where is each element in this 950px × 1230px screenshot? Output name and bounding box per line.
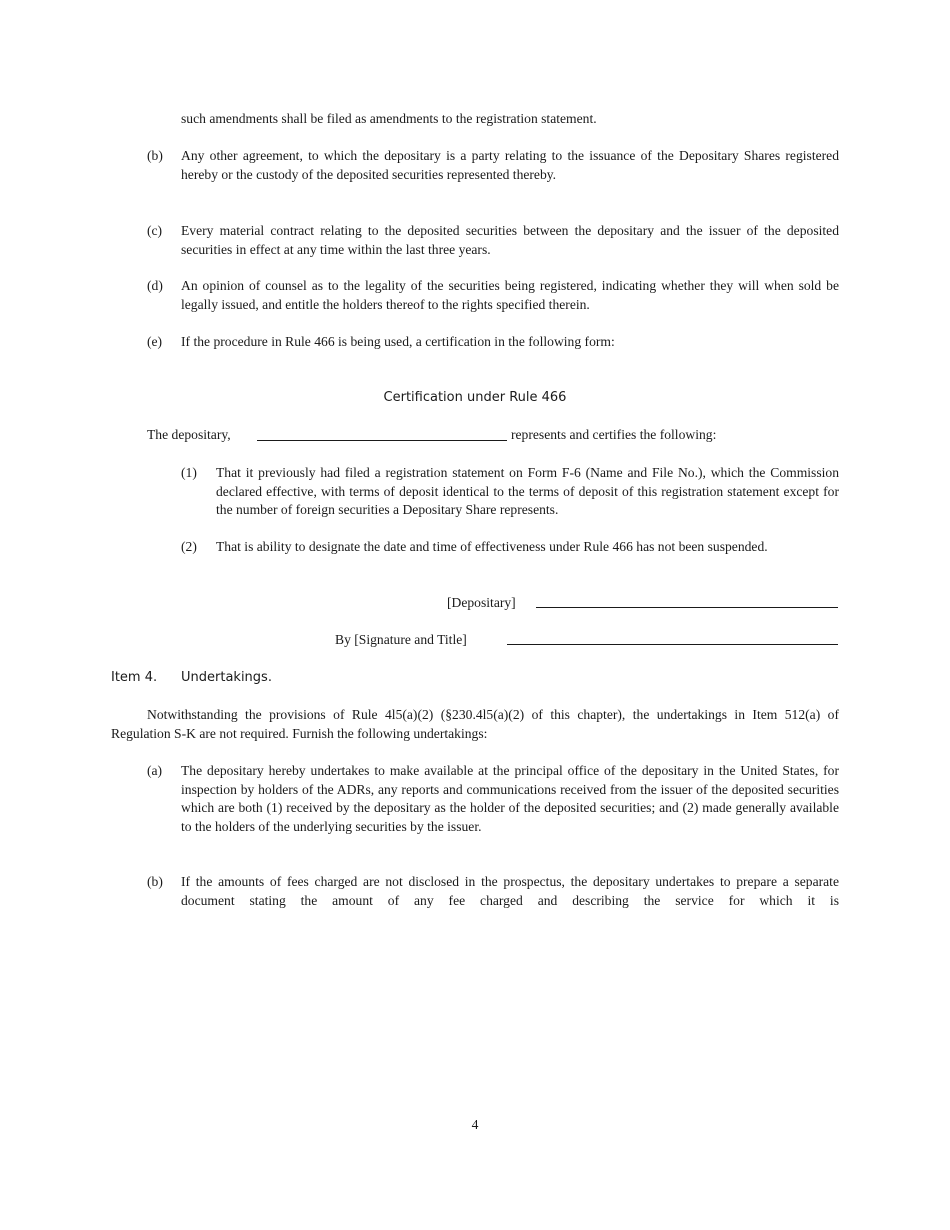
- signature-label: By [Signature and Title]: [335, 632, 467, 647]
- certification-title: Certification under Rule 466: [383, 390, 567, 405]
- item-text-c: Every material contract relating to the deposited securities between the depositary and the issuer of the deposited securities in effect at any time within the last three years.: [181, 223, 839, 257]
- undertaking-text-b: If the amounts of fees charged are not disclosed in the prospectus, the depositary undertakes to prepare a separate document stating the amount of any fee charged and describing the service for which it is: [181, 874, 839, 908]
- depositary-name-blank-line: [257, 440, 507, 441]
- undertaking-text-a: The depositary hereby undertakes to make available at the principal office of the depositary in the United States, for inspection by holders of the ADRs, any reports and communications received from the issuer of the deposited securities which are both (1) received by the depositary as the holder of the deposited securities; and (2) made generally available to the holders of the underlying securities by the issuer.: [181, 763, 839, 834]
- undertaking-label-b: (b): [147, 874, 163, 889]
- item-text-e: If the procedure in Rule 466 is being used, a certification in the following form:: [181, 334, 615, 349]
- item4-intro: Notwithstanding the provisions of Rule 4l5(a)(2) (§230.4l5(a)(2) of this chapter), the undertakings in Item 512(a) of Regulation S-K are not required. Furnish the following undertakings:: [111, 707, 839, 741]
- item-label-b: (b): [147, 148, 163, 163]
- item-text-d: An opinion of counsel as to the legality of the securities being registered, indicating whether they will when sold be legally issued, and entitle the holders thereof to the rights specified therein.: [181, 278, 839, 312]
- point-text-1: That it previously had filed a registration statement on Form F-6 (Name and File No.), which the Commission declared effective, with terms of deposit identical to the terms of deposit of this registration statement except for the number of foreign securities a Depositary Share represents.: [216, 465, 839, 517]
- item4-number: Item 4.: [111, 670, 158, 685]
- certification-intro-before: The depositary,: [147, 427, 231, 442]
- point-label-1: (1): [181, 465, 197, 480]
- item-label-e: (e): [147, 334, 163, 349]
- page-number: 4: [471, 1117, 479, 1132]
- item-text-b: Any other agreement, to which the depositary is a party relating to the issuance of the Depositary Shares registered hereby or the custody of the deposited securities represented thereby.: [181, 148, 839, 182]
- signature-blank-line: [507, 644, 838, 645]
- point-label-2: (2): [181, 539, 197, 554]
- certification-intro-after: represents and certifies the following:: [511, 427, 717, 442]
- item-label-d: (d): [147, 278, 163, 293]
- continued-paragraph: such amendments shall be filed as amendments to the registration statement.: [181, 111, 597, 126]
- depositary-label: [Depositary]: [447, 595, 516, 610]
- item4-title: Undertakings.: [181, 670, 272, 685]
- undertaking-label-a: (a): [147, 763, 163, 778]
- point-text-2: That is ability to designate the date and time of effectiveness under Rule 466 has not been suspended.: [216, 539, 768, 554]
- item-label-c: (c): [147, 223, 163, 238]
- depositary-blank-line: [536, 607, 838, 608]
